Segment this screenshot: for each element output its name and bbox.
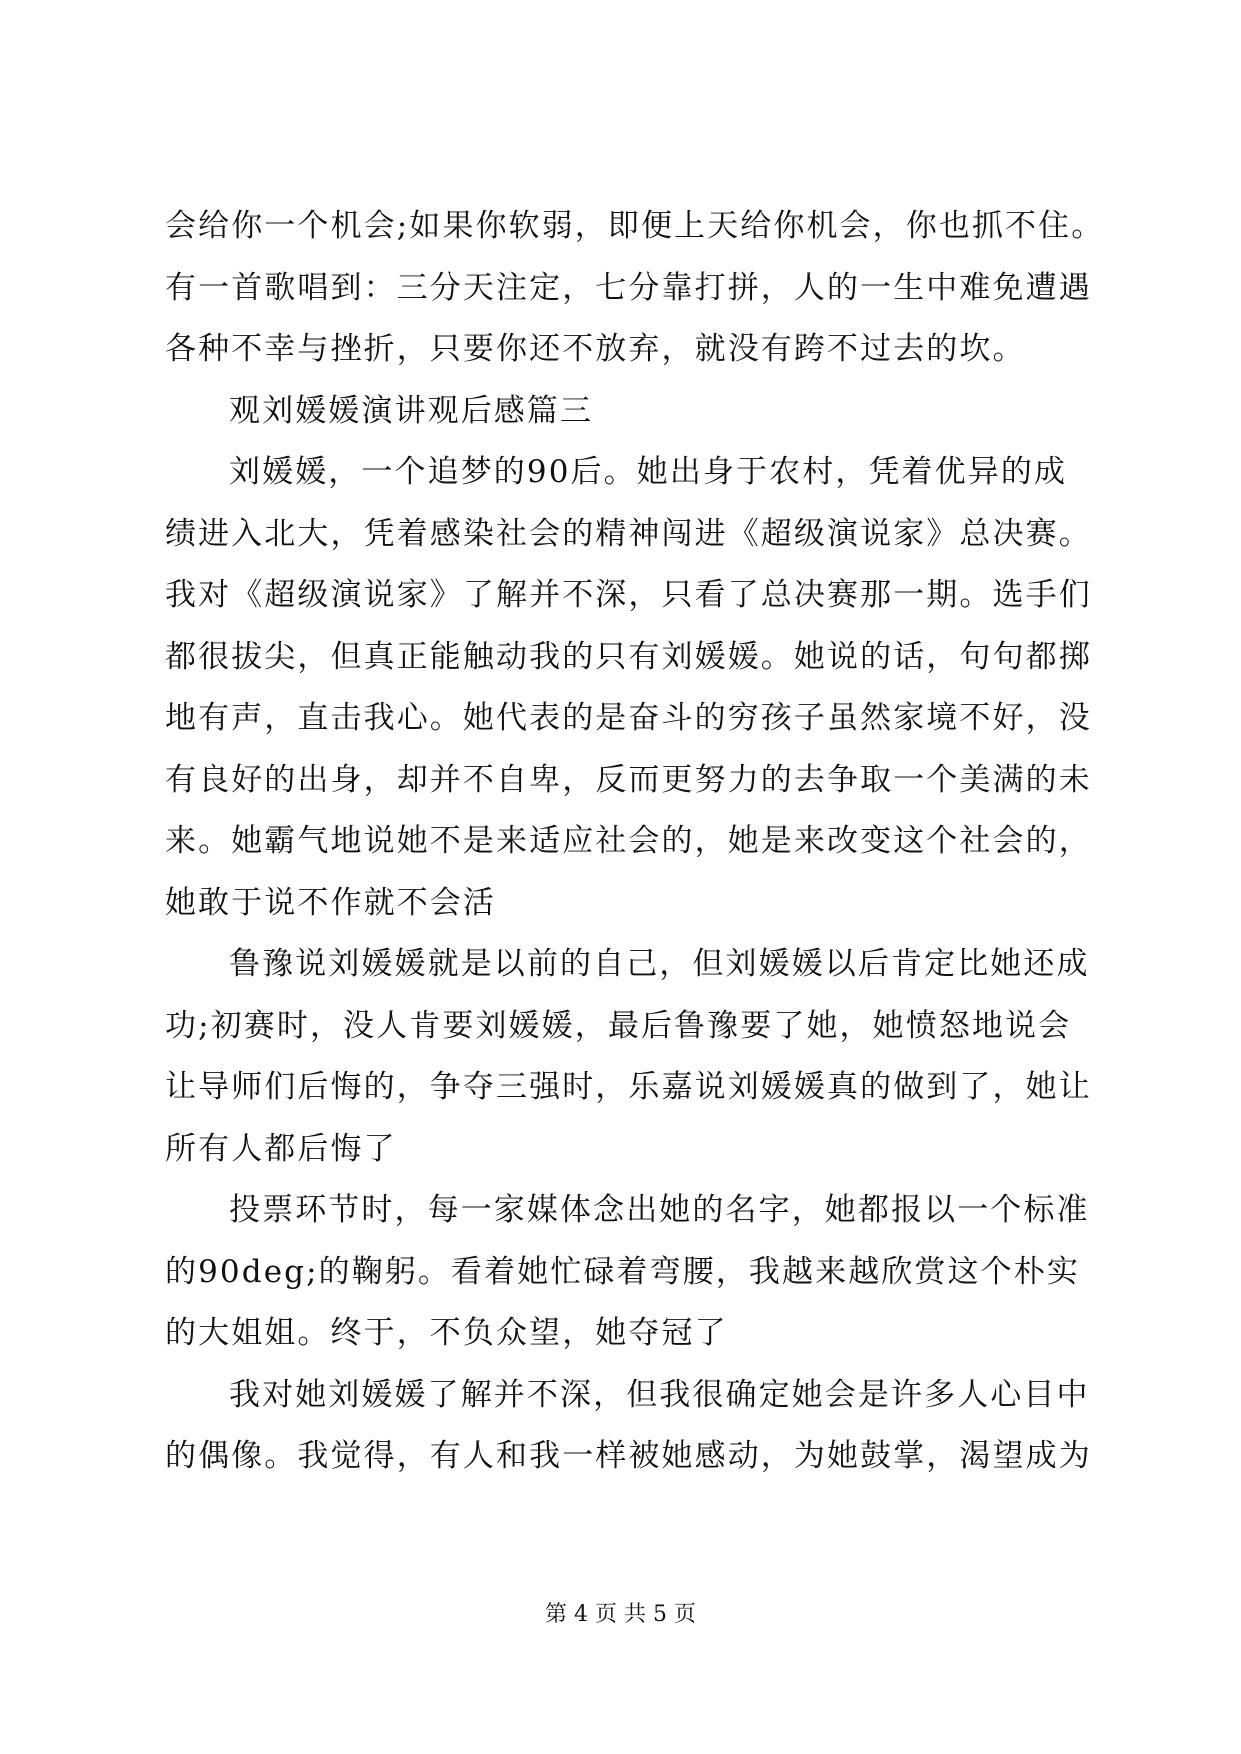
text-line-17: 投票环节时，每一家媒体念出她的名字，她都报以一个标准 — [229, 1192, 1090, 1228]
text-line-6: 绩进入北大，凭着感染社会的精神闯进《超级演说家》总决赛。 — [165, 515, 1092, 552]
text-line-18: 的90deg;的鞠躬。看着她忙碌着弯腰，我越来越欣赏这个朴实 — [165, 1253, 1080, 1290]
text-line-2: 有一首歌唱到：三分天注定，七分靠打拼，人的一生中难免遭遇 — [165, 269, 1092, 306]
text-line-5: 刘媛媛，一个追梦的90后。她出身于农村，凭着优异的成 — [229, 454, 1068, 490]
text-line-14: 功;初赛时，没人肯要刘媛媛，最后鲁豫要了她，她愤怒地说会 — [165, 1007, 1072, 1044]
document-body — [165, 196, 1105, 1488]
text-line-8: 都很拔尖，但真正能触动我的只有刘媛媛。她说的话，句句都掷 — [165, 638, 1092, 675]
text-line-16: 所有人都后悔了 — [165, 1130, 397, 1167]
text-line-15: 让导师们后悔的，争夺三强时，乐嘉说刘媛媛真的做到了，她让 — [165, 1069, 1092, 1105]
text-line-3: 各种不幸与挫折，只要你还不放弃，就没有跨不过去的坎。 — [165, 331, 1026, 367]
text-line-11: 来。她霸气地说她不是来适应社会的，她是来改变这个社会的， — [165, 823, 1092, 859]
text-line-13: 鲁豫说刘媛媛就是以前的自己，但刘媛媛以后肯定比她还成 — [229, 946, 1090, 982]
page-number-footer: 第 4 页 共 5 页 — [545, 1602, 696, 1627]
text-line-20: 我对她刘媛媛了解并不深，但我很确定她会是许多人心目中 — [229, 1376, 1090, 1413]
text-line-7: 我对《超级演说家》了解并不深，只看了总决赛那一期。选手们 — [165, 577, 1092, 613]
text-line-12: 她敢于说不作就不会活 — [165, 884, 496, 921]
text-line-19: 的大姐姐。终于，不负众望，她夺冠了 — [165, 1315, 728, 1351]
text-line-1: 会给你一个机会;如果你软弱，即便上天给你机会，你也抓不住。 — [165, 208, 1105, 244]
text-line-10: 有良好的出身，却并不自卑，反而更努力的去争取一个美满的未 — [165, 761, 1092, 798]
section-heading: 观刘媛媛演讲观后感篇三 — [229, 392, 594, 429]
text-line-9: 地有声，直击我心。她代表的是奋斗的穷孩子虽然家境不好，没 — [165, 700, 1092, 736]
text-line-21: 的偶像。我觉得，有人和我一样被她感动，为她鼓掌，渴望成为 — [165, 1438, 1092, 1474]
